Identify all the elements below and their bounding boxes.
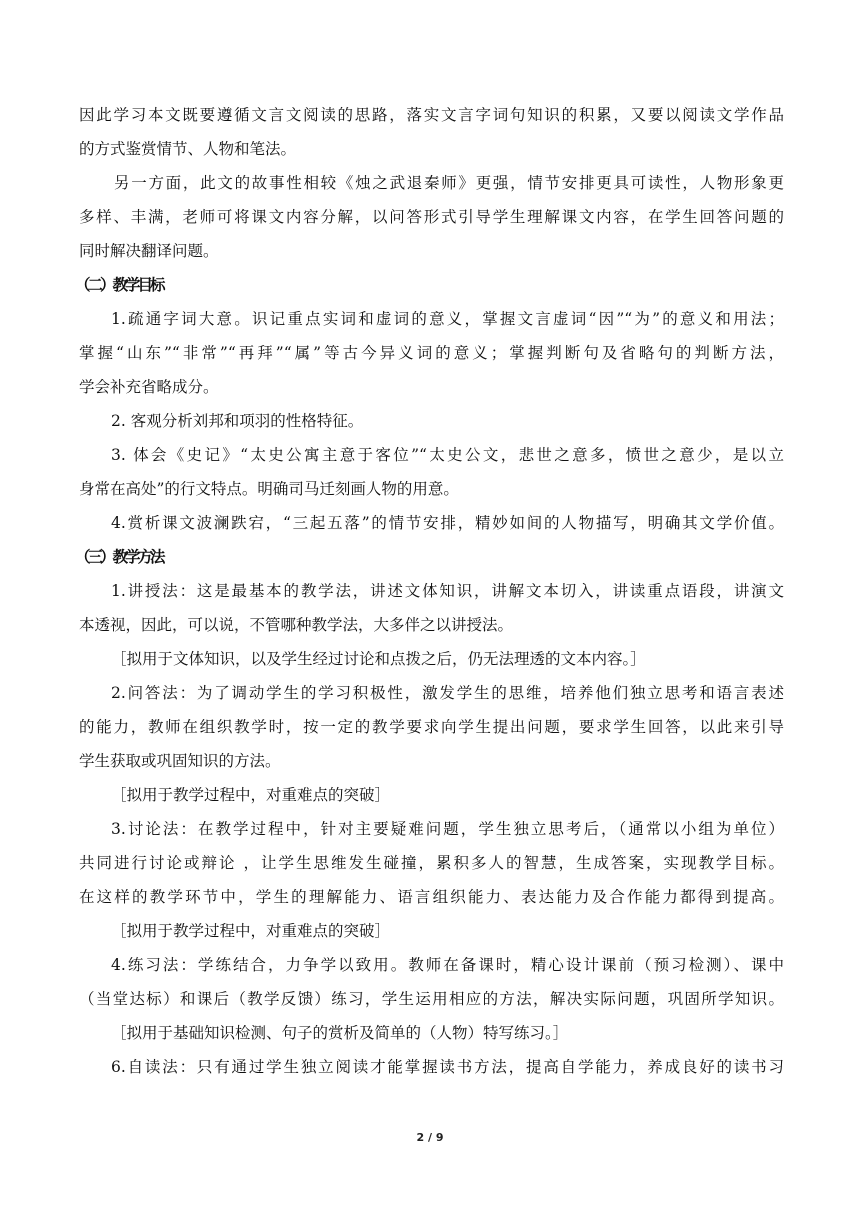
paragraph-line: 掌握“山东”“非常”“再拜”“属”等古今异义词的意义；掌握判断句及省略句的判断方法，	[79, 344, 784, 362]
page-number: 2 / 9	[416, 1131, 444, 1144]
paragraph-line: 2.问答法：为了调动学生的学习积极性，激发学生的思维，培养他们独立思考和语言表述	[111, 684, 784, 702]
paragraph-line: ［拟用于基础知识检测、句子的赏析及简单的（人物）特写练习。］	[111, 1024, 569, 1042]
paragraph-line: 多样、丰满，老师可将课文内容分解，以问答形式引导学生理解课文内容，在学生回答问题的	[79, 208, 784, 226]
paragraph-line: 因此学习本文既要遵循文言文阅读的思路，落实文言字词句知识的积累，又要以阅读文学作品	[79, 106, 784, 124]
paragraph-line: 另一方面，此文的故事性相较《烛之武退秦师》更强，情节安排更具可读性，人物形象更	[114, 174, 784, 192]
paragraph-line: 6.自读法：只有通过学生独立阅读才能掌握读书方法，提高自学能力，养成良好的读书习	[111, 1058, 784, 1076]
paragraph-line: ［拟用于教学过程中，对重难点的突破］	[111, 922, 391, 940]
paragraph-line: ［拟用于文体知识，以及学生经过讨论和点拨之后，仍无法理透的文本内容。］	[111, 650, 646, 668]
paragraph-line: 的能力，教师在组织教学时，按一定的教学要求向学生提出问题，要求学生回答，以此来引导	[79, 718, 784, 736]
paragraph-line: 1.讲授法：这是最基本的教学法，讲述文体知识，讲解文本切入，讲读重点语段，讲演文	[111, 582, 784, 600]
paragraph-line: 学生获取或巩固知识的方法。	[79, 752, 281, 770]
paragraph-line: 同时解决翻译问题。	[79, 242, 219, 260]
paragraph-line: 共同进行讨论或辩论 ，让学生思维发生碰撞，累积多人的智慧，生成答案，实现教学目标。	[79, 854, 784, 872]
document-body	[75, 98, 784, 1084]
paragraph-line: 在这样的教学环节中，学生的理解能力、语言组织能力、表达能力及合作能力都得到提高。	[79, 888, 784, 906]
paragraph-line: 学会补充省略成分。	[79, 378, 219, 396]
section-heading: （三）教学方法	[75, 548, 163, 566]
paragraph-line: 2. 客观分析刘邦和项羽的性格特征。	[111, 412, 364, 430]
section-heading: （二）教学目标	[75, 276, 163, 294]
paragraph-line: 3.讨论法：在教学过程中，针对主要疑难问题，学生独立思考后，（通常以小组为单位）	[111, 820, 784, 838]
paragraph-line: 本透视，因此，可以说，不管哪种教学法，大多伴之以讲授法。	[79, 616, 514, 634]
paragraph-line: 身常在高处”的行文特点。明确司马迁刻画人物的用意。	[79, 480, 459, 498]
paragraph-line: 1.疏通字词大意。识记重点实词和虚词的意义，掌握文言虚词“因”“为”的意义和用法；	[111, 310, 784, 328]
paragraph-line: （当堂达标）和课后（教学反馈）练习，学生运用相应的方法，解决实际问题，巩固所学知识。	[79, 990, 784, 1008]
paragraph-line: 3. 体会《史记》“太史公寓主意于客位”“太史公文，悲世之意多，愤世之意少，是以立	[111, 446, 784, 464]
paragraph-line: ［拟用于教学过程中，对重难点的突破］	[111, 786, 391, 804]
paragraph-line: 4.赏析课文波澜跌宕，“三起五落”的情节安排，精妙如间的人物描写，明确其文学价值。	[111, 514, 784, 532]
paragraph-line: 的方式鉴赏情节、人物和笔法。	[79, 140, 297, 158]
paragraph-line: 4.练习法：学练结合，力争学以致用。教师在备课时，精心设计课前（预习检测）、课中	[111, 956, 784, 974]
